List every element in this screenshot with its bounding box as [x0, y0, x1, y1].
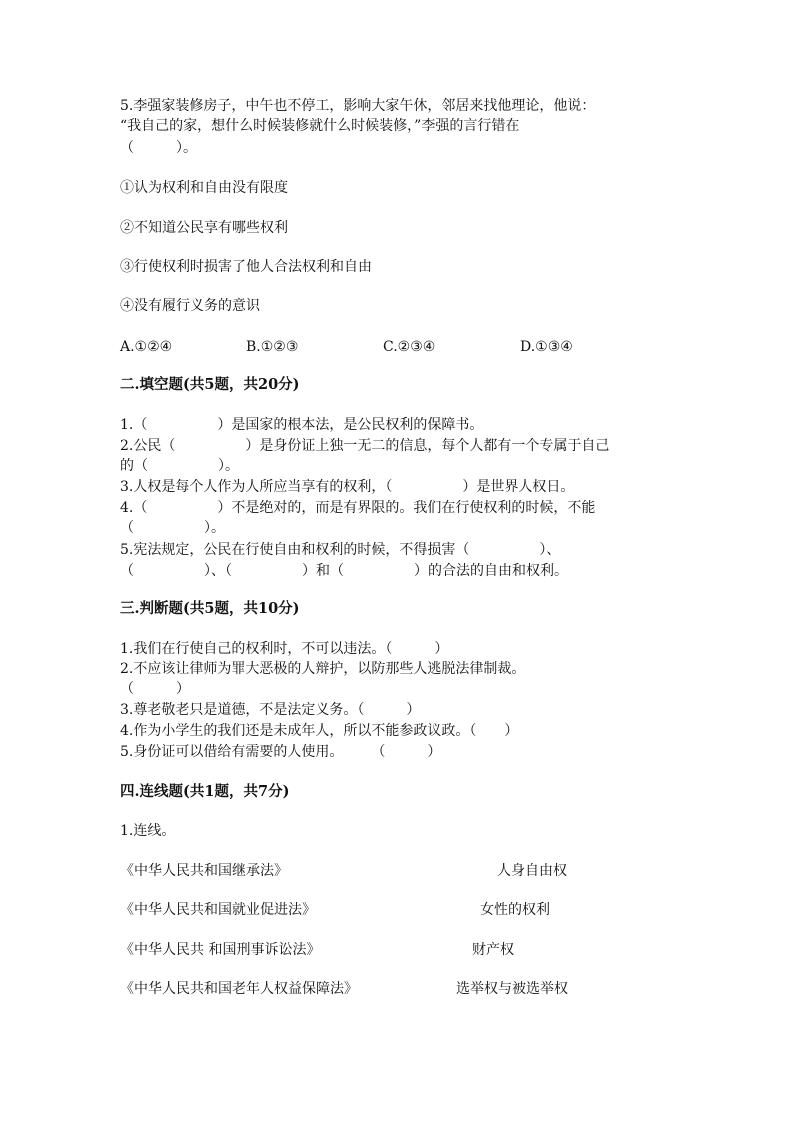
- match-question: 1.连线。: [120, 823, 176, 839]
- fill-line-2: 2.公民（ ）是身份证上独一无二的信息，每个人都有一个专属于自己: [120, 438, 610, 454]
- fill-line-6: （ ）。: [120, 520, 225, 536]
- fill-line-1: 1.（ ）是国家的根本法，是公民权利的保障书。: [120, 417, 484, 433]
- judge-line-6: 5.身份证可以借给有需要的人使用。 （ ）: [120, 744, 442, 760]
- match-right-item-4: 选举权与被选举权: [456, 981, 568, 997]
- judge-line-1: 1.我们在行使自己的权利时，不可以违法。（ ）: [120, 641, 449, 657]
- match-left-item-2: 《中华人民共和国就业促进法》: [120, 902, 316, 918]
- match-right-item-1: 人身自由权: [497, 863, 567, 879]
- q5-stem-line-2: “我自己的家，想什么时候装修就什么时候装修，”李强的言行错在: [120, 118, 520, 134]
- match-left-item-3: 《中华人民共 和国刑事诉讼法》: [120, 942, 321, 958]
- match-left-item-1: 《中华人民共和国继承法》: [120, 863, 288, 879]
- q5-option-b: B.①②③: [246, 339, 299, 355]
- q5-statement-3: ③行使权利时损害了他人合法权利和自由: [120, 259, 372, 275]
- match-left-item-4: 《中华人民共和国老年人权益保障法》: [120, 981, 358, 997]
- judge-line-4: 3.尊老敬老只是道德，不是法定义务。（ ）: [120, 702, 421, 718]
- q5-option-a: A.①②④: [120, 339, 173, 355]
- match-right-item-3: 财产权: [472, 942, 514, 958]
- fill-line-5: 4.（ ）不是绝对的，而是有界限的。我们在行使权利的时候，不能: [120, 500, 596, 516]
- q5-option-c: C.②③④: [383, 339, 436, 355]
- q5-statement-1: ①认为权利和自由没有限度: [120, 180, 288, 196]
- fill-line-8: （ ）、（ ）和（ ）的合法的自由和权利。: [120, 563, 568, 579]
- q5-stem-line-3: （ ）。: [120, 140, 197, 156]
- q5-stem-line-1: 5.李强家装修房子，中午也不停工，影响大家午休，邻居来找他理论，他说：: [120, 98, 596, 114]
- match-right-item-2: 女性的权利: [480, 902, 550, 918]
- judge-line-5: 4.作为小学生的我们还是未成年人，所以不能参政议政。（ ）: [120, 723, 519, 739]
- fill-line-3: 的（ ）。: [120, 458, 239, 474]
- q5-statement-4: ④没有履行义务的意识: [120, 298, 260, 314]
- judge-line-3: （ ）: [120, 681, 190, 697]
- section-3-heading: 三.判断题(共5题，共10分): [120, 600, 300, 617]
- judge-line-2: 2.不应该让律师为罪大恶极的人辩护，以防那些人逃脱法律制裁。: [120, 661, 526, 677]
- q5-statement-2: ②不知道公民享有哪些权利: [120, 220, 288, 236]
- q5-option-d: D.①③④: [520, 339, 573, 355]
- fill-line-7: 5.宪法规定，公民在行使自由和权利的时候，不得损害（ ）、: [120, 542, 561, 558]
- section-4-heading: 四.连线题(共1题，共7分): [120, 783, 290, 800]
- fill-line-4: 3.人权是每个人作为人所应当享有的权利，（ ）是世界人权日。: [120, 479, 575, 495]
- section-2-heading: 二.填空题(共5题，共20分): [120, 376, 300, 393]
